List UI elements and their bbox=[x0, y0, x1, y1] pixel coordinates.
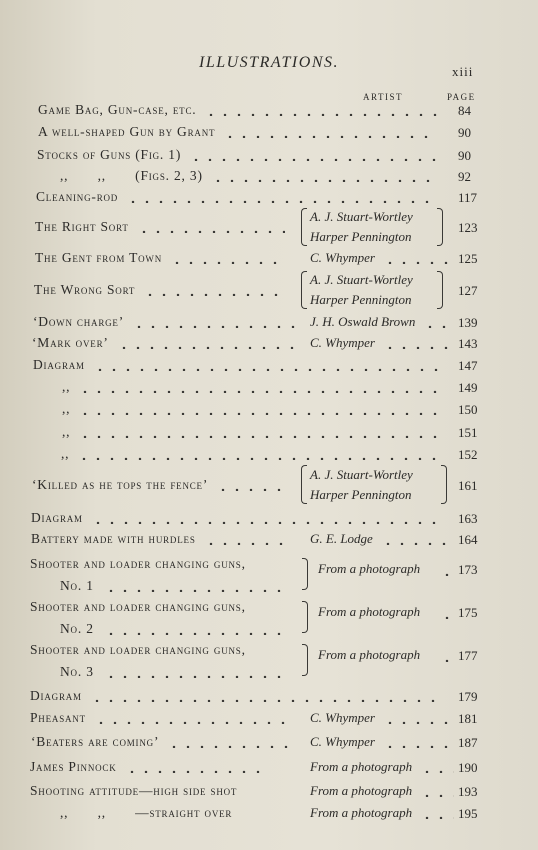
entry-artist: A. J. Stuart-Wortley bbox=[310, 272, 413, 287]
entry-artist-second: Harper Pennington bbox=[310, 292, 412, 307]
entry-artist: C. Whymper bbox=[310, 734, 375, 749]
left-brace bbox=[302, 601, 308, 633]
entry-artist: C. Whymper bbox=[310, 335, 375, 350]
entry-title: ‘Down charge’ bbox=[33, 314, 125, 329]
leader-dots bbox=[383, 738, 454, 748]
list-item bbox=[0, 783, 538, 807]
entry-page-number: 173 bbox=[458, 562, 478, 577]
list-item bbox=[0, 272, 538, 307]
entry-artist: J. H. Oswald Brown bbox=[310, 314, 416, 329]
list-item bbox=[0, 759, 538, 783]
leader-dots bbox=[117, 339, 295, 349]
leader-dots bbox=[204, 106, 438, 116]
entry-title: A well-shaped Gun by Grant bbox=[38, 124, 216, 139]
entry-page-number: 163 bbox=[458, 511, 478, 526]
list-item bbox=[0, 401, 538, 425]
entry-title: The Right Sort bbox=[35, 219, 129, 234]
leader-dots bbox=[104, 668, 290, 678]
list-item bbox=[0, 710, 538, 734]
list-item bbox=[0, 734, 538, 758]
entry-page-number: 177 bbox=[458, 648, 478, 663]
entry-title: The Wrong Sort bbox=[34, 282, 136, 297]
list-item bbox=[0, 556, 538, 593]
list-item bbox=[0, 209, 538, 244]
entry-title: Diagram bbox=[30, 688, 82, 703]
entry-page-number: 92 bbox=[458, 169, 471, 184]
entry-title: Diagram bbox=[31, 510, 83, 525]
entry-artist: From a photograph bbox=[310, 783, 413, 798]
leader-dots bbox=[78, 428, 438, 438]
entry-title-continued: No. 1 bbox=[60, 578, 94, 593]
entry-artist: A. J. Stuart-Wortley bbox=[310, 209, 413, 224]
entry-page-number: 179 bbox=[458, 689, 478, 704]
left-brace bbox=[302, 644, 308, 676]
list-item bbox=[0, 642, 538, 679]
leader-dots bbox=[78, 405, 438, 415]
entry-page-number: 147 bbox=[458, 358, 478, 373]
list-item bbox=[0, 102, 538, 126]
entry-page-number: 123 bbox=[458, 220, 478, 235]
entry-artist: From a photograph bbox=[318, 561, 421, 576]
entry-artist: C. Whymper bbox=[310, 250, 375, 265]
leader-dots bbox=[167, 738, 290, 748]
list-item bbox=[0, 357, 538, 381]
entry-title: The Gent from Town bbox=[35, 250, 163, 265]
entry-page-number: 187 bbox=[458, 735, 478, 750]
entry-page-number: 164 bbox=[458, 532, 478, 547]
entry-artist-second: Harper Pennington bbox=[310, 487, 412, 502]
list-item bbox=[0, 467, 538, 502]
entry-title-continued: No. 2 bbox=[60, 621, 94, 636]
list-item bbox=[0, 124, 538, 148]
page-number: xiii bbox=[452, 64, 474, 79]
entry-title: ,, bbox=[62, 424, 71, 439]
leader-dots bbox=[93, 361, 438, 371]
list-item bbox=[0, 688, 538, 712]
list-item bbox=[0, 599, 538, 636]
leader-dots bbox=[216, 481, 290, 491]
leader-dots bbox=[420, 787, 454, 797]
entry-title: Game Bag, Gun-case, etc. bbox=[38, 102, 197, 117]
list-item bbox=[0, 335, 538, 359]
leader-dots bbox=[420, 809, 454, 819]
right-brace bbox=[441, 465, 447, 504]
entry-title: ‘Killed as he tops the fence’ bbox=[32, 477, 209, 492]
entry-page-number: 149 bbox=[458, 380, 478, 395]
page-title: ILLUSTRATIONS. bbox=[199, 54, 339, 71]
entry-page-number: 181 bbox=[458, 711, 478, 726]
entry-page-number: 193 bbox=[458, 784, 478, 799]
list-item bbox=[0, 446, 538, 470]
list-item bbox=[0, 805, 538, 829]
leader-dots bbox=[420, 763, 454, 773]
entry-title: Battery made with hurdles bbox=[31, 531, 196, 546]
leader-dots bbox=[137, 223, 285, 233]
entry-page-number: 90 bbox=[458, 148, 471, 163]
entry-artist: From a photograph bbox=[310, 759, 413, 774]
leader-dots bbox=[91, 514, 438, 524]
left-brace bbox=[301, 208, 307, 246]
list-item bbox=[0, 250, 538, 274]
entry-artist: From a photograph bbox=[318, 604, 421, 619]
entry-page-number: 127 bbox=[458, 283, 478, 298]
entry-page-number: 117 bbox=[458, 190, 478, 205]
leader-dots bbox=[78, 383, 438, 393]
entry-page-number: 152 bbox=[458, 447, 478, 462]
list-item bbox=[0, 424, 538, 448]
leader-dots bbox=[383, 254, 454, 264]
column-header-page: PAGE bbox=[447, 92, 476, 102]
leader-dots bbox=[126, 193, 438, 203]
entry-artist: From a photograph bbox=[318, 647, 421, 662]
entry-title: Shooter and loader changing guns, bbox=[30, 556, 246, 571]
entry-title: Stocks of Guns (Fig. 1) bbox=[37, 147, 182, 162]
entry-title: Shooter and loader changing guns, bbox=[30, 599, 246, 614]
entry-artist: From a photograph bbox=[310, 805, 413, 820]
leader-dots bbox=[104, 582, 290, 592]
leader-dots bbox=[383, 714, 454, 724]
leader-dots bbox=[211, 172, 438, 182]
entry-title: ,, bbox=[62, 401, 71, 416]
entry-page-number: 150 bbox=[458, 402, 478, 417]
entry-page-number: 84 bbox=[458, 103, 471, 118]
list-item bbox=[0, 379, 538, 403]
entry-title: Diagram bbox=[33, 357, 85, 372]
leader-dots bbox=[90, 692, 438, 702]
list-item bbox=[0, 531, 538, 555]
leader-dots bbox=[440, 609, 454, 619]
entry-title: Cleaning-rod bbox=[36, 189, 119, 204]
leader-dots bbox=[223, 128, 438, 138]
entry-title: ,, ,, (Figs. 2, 3) bbox=[60, 168, 203, 183]
entry-page-number: 151 bbox=[458, 425, 478, 440]
entry-page-number: 143 bbox=[458, 336, 478, 351]
entry-artist: C. Whymper bbox=[310, 710, 375, 725]
entry-artist-second: Harper Pennington bbox=[310, 229, 412, 244]
leader-dots bbox=[204, 535, 290, 545]
leader-dots bbox=[423, 318, 454, 328]
entry-page-number: 175 bbox=[458, 605, 478, 620]
entry-title: James Pinnock bbox=[30, 759, 117, 774]
entry-title: ‘Beaters are coming’ bbox=[31, 734, 160, 749]
leader-dots bbox=[381, 535, 454, 545]
entry-title: Shooter and loader changing guns, bbox=[30, 642, 246, 657]
leader-dots bbox=[383, 339, 454, 349]
entry-page-number: 190 bbox=[458, 760, 478, 775]
entry-title: ,, ,, —straight over bbox=[60, 805, 233, 820]
left-brace bbox=[301, 465, 307, 504]
entry-page-number: 139 bbox=[458, 315, 478, 330]
leader-dots bbox=[132, 318, 295, 328]
leader-dots bbox=[125, 763, 270, 773]
left-brace bbox=[301, 271, 307, 309]
entry-artist: A. J. Stuart-Wortley bbox=[310, 467, 413, 482]
right-brace bbox=[437, 271, 443, 309]
leader-dots bbox=[440, 652, 454, 662]
entry-artist: G. E. Lodge bbox=[310, 531, 373, 546]
entry-page-number: 90 bbox=[458, 125, 471, 140]
entry-title: ,, bbox=[62, 379, 71, 394]
entry-title-continued: No. 3 bbox=[60, 664, 94, 679]
entry-page-number: 161 bbox=[458, 478, 478, 493]
right-brace bbox=[437, 208, 443, 246]
entry-title: ‘Mark over’ bbox=[32, 335, 109, 350]
left-brace bbox=[302, 558, 308, 590]
leader-dots bbox=[440, 566, 454, 576]
entry-title: ,, bbox=[61, 446, 70, 461]
entry-title: Pheasant bbox=[30, 710, 86, 725]
leader-dots bbox=[143, 286, 285, 296]
leader-dots bbox=[77, 450, 438, 460]
leader-dots bbox=[189, 151, 438, 161]
entry-page-number: 125 bbox=[458, 251, 478, 266]
entry-page-number: 195 bbox=[458, 806, 478, 821]
leader-dots bbox=[94, 714, 290, 724]
column-header-artist: ARTIST bbox=[363, 92, 403, 102]
entry-title: Shooting attitude—high side shot bbox=[30, 783, 238, 798]
list-item bbox=[0, 189, 538, 213]
leader-dots bbox=[170, 254, 285, 264]
leader-dots bbox=[104, 625, 290, 635]
